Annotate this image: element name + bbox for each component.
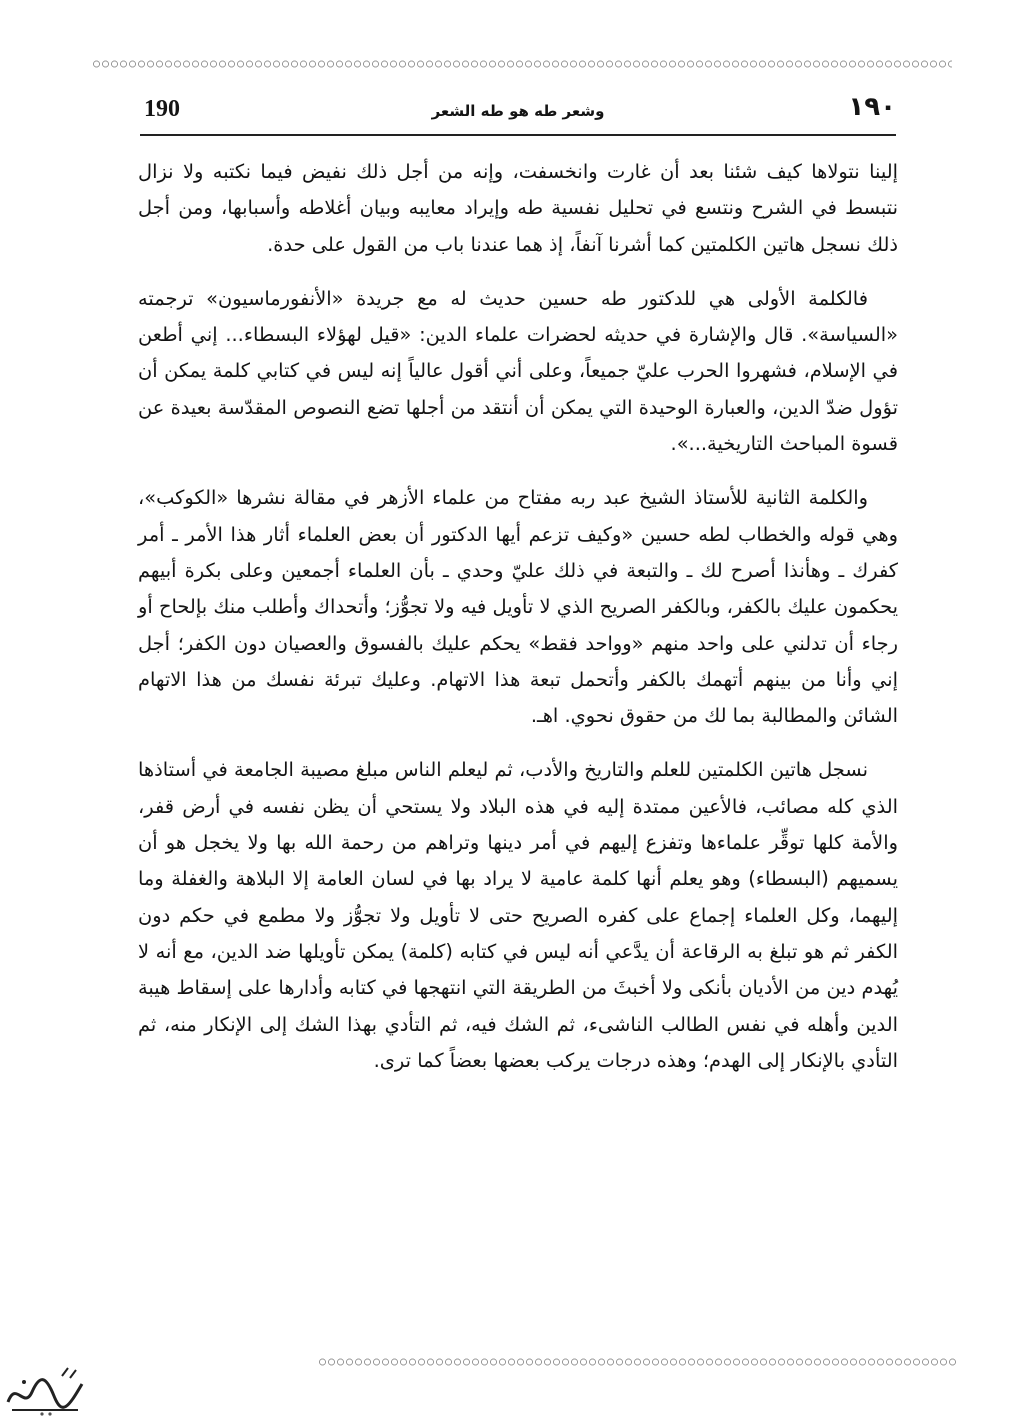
paragraph-1: إلينا نتولاها كيف شئنا بعد أن غارت وانخسفت، وإنه من أجل ذلك نفيض فيما نكتبه ولا نزال نتبسط في الشرح ونتسع في تحليل نفسية طه وإيراد معايبه وبيان أغلاطه وأسبابها، ومن أجل ذلك نسجل هاتين الكلمتين كما أشرنا آنفاً، إذ هما عندنا باب من القول على حدة. [138, 160, 898, 256]
header-rule [140, 134, 896, 136]
page-number-latin: 190 [144, 96, 180, 122]
bottom-ornamental-border [318, 1356, 958, 1370]
paragraph-3: والكلمة الثانية للأستاذ الشيخ عبد ربه مفتاح من علماء الأزهر في مقالة نشرها «الكوكب»، وهي قوله والخطاب لطه حسين «وكيف تزعم أيها الدكتور أن بعض العلماء أثار هذا الأمر ـ أمر كفرك ـ وهأنذا أصرح لك ـ والتبعة في ذلك عليّ وحدي ـ بأن العلماء أجمعين وعلى بكرة أبيهم يحكمون عليك بالكفر، وبالكفر الصريح الذي لا تأويل فيه ولا تجوُّز؛ وأتحداك وأطلب منك بإلحاح أو رجاء أن تدلني على واحد منهم «وواحد فقط» يحكم عليك بالفسوق والعصيان دون الكفر؛ أجل إني وأنا من بينهم أتهمك بالكفر وأتحمل تبعة هذا الاتهام. وعليك تبرئة نفسك من هذا الاتهام الشائن والمطالبة بما لك من حقوق نحوي. اهـ. [138, 486, 898, 728]
paragraph-2: فالكلمة الأولى هي للدكتور طه حسين حديث له مع جريدة «الأنفورماسيون» ترجمته «السياسة». قال والإشارة في حديثه لحضرات علماء الدين: «قيل لهؤلاء البسطاء... إني أطعن في الإسلام، فشهروا الحرب عليّ جميعاً، وعلى أني أقول عالياً إنه ليس في كتابي كلمة يمكن أن تؤول ضدّ الدين، والعبارة الوحيدة التي يمكن أن أنتقد من أجلها تضع النصوص المقدّسة بعيدة عن قسوة المباحث التاريخية...». [138, 286, 898, 456]
top-ornamental-border [92, 58, 952, 72]
running-title: وشعر طه هو طه الشعر [431, 102, 605, 120]
page-number-arabic: ١٩٠ [848, 92, 896, 122]
body-text [138, 154, 898, 1097]
paragraph-4: نسجل هاتين الكلمتين للعلم والتاريخ والأدب، ثم ليعلم الناس مبلغ مصيبة الجامعة في أستاذها الذي كله مصائب، فالأعين ممتدة إليه في هذه البلاد ولا يستحي أن يظن نفسه في أرض قفر، والأمة كلها توقِّر علماءها وتفزع إليهم في أمر دينها وتراهم من رحمة الله بها ولا يخجل هو أن يسميهم (البسطاء) وهو يعلم أنها كلمة عامية لا يراد بها في لسان العامة إلا البلاهة والغفلة وما إليهما، وكل العلماء إجماع على كفره الصريح حتى لا تأويل ولا تجوُّز ولا مطمع في حكم دون الكفر ثم هو تبلغ به الرقاعة أن يدَّعي أنه ليس في كتابه (كلمة) يمكن تأويلها ضد الدين، مع أنه لا يُهدم دين من الأديان بأنكى ولا أخبثَ من الطريقة التي انتهجها في كتابه وأدارها على إسقاط هيبة الدين وأهله في نفس الطالب الناشىء، ثم الشك فيه، ثم التأدي بهذا الشك إلى الإنكار منه، ثم التأدي بالإنكار إلى الهدم؛ وهذه درجات يركب بعضها بعضاً كما ترى. [138, 758, 898, 1072]
library-watermark-logo [2, 1362, 88, 1420]
page-header [140, 88, 896, 140]
